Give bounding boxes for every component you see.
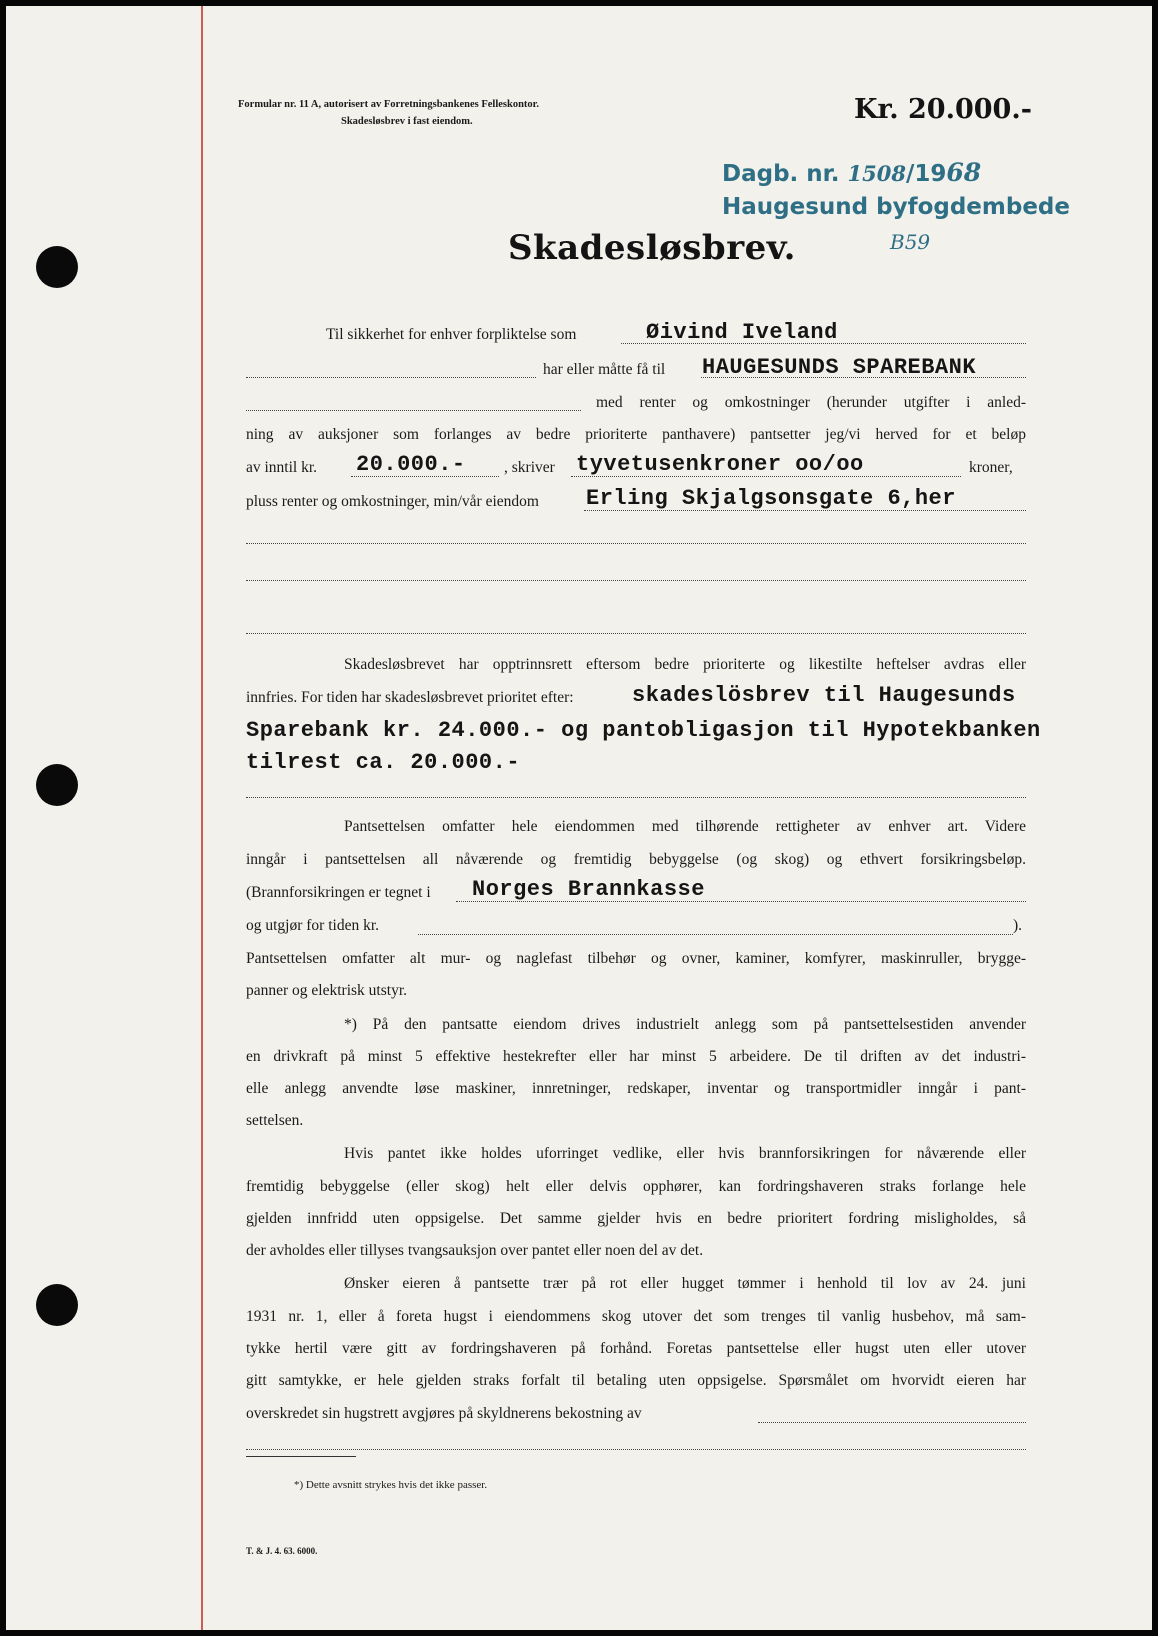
s1-line4-text: ning av auksjoner som forlanges av bedre prioriterte panthavere) pantsetter jeg/vi herved for et beløp <box>246 426 1026 443</box>
s1-line2-dots <box>246 376 536 378</box>
insurer-name: Norges Brannkasse <box>472 877 705 902</box>
dagbok-year: 68 <box>946 158 982 187</box>
footnote-rule <box>246 1456 356 1457</box>
s6-decider-dots <box>758 1421 1026 1423</box>
s6-line5-text: overskredet sin hugstrett avgjøres på skyldnerens bekostning av <box>246 1405 642 1422</box>
punch-hole-bottom <box>36 1284 78 1326</box>
s5-line3-text: gjelden innfridd uten oppsigelse. Det samme gjelder hvis en bedre prioritert fordring misligholdes, så <box>246 1210 1026 1227</box>
s3-line4-end: ). <box>1013 917 1023 934</box>
debtor-name: Øivind Iveland <box>646 320 838 345</box>
s1-line5-prefix: av inntil kr. <box>246 459 318 476</box>
document-page <box>6 6 1152 1630</box>
s3-line6-text: panner og elektrisk utstyr. <box>246 982 407 999</box>
s4-line1-text: *) På den pantsatte eiendom drives industrielt anlegg som på pantsettelsestiden anvender <box>344 1016 1026 1033</box>
s3-line4-text: og utgjør for tiden kr. <box>246 917 380 934</box>
dagbok-number: 1508 <box>847 161 906 186</box>
s6-line2-text: 1931 nr. 1, eller å foreta hugst i eiendommens skog utover det som trenges til vanlig husbehov, må sam- <box>246 1308 1026 1325</box>
court-office-stamp: Haugesund byfogdembede <box>722 194 1070 220</box>
s3-value-dots <box>418 933 1013 935</box>
s1-line3-text: med renter og omkostninger (herunder utgifter i anled- <box>596 394 1026 411</box>
blank-line-5 <box>246 1448 1026 1450</box>
s1-line3-dots <box>246 409 581 411</box>
property-address: Erling Skjalgsonsgate 6,her <box>586 486 956 511</box>
print-code: T. & J. 4. 63. 6000. <box>246 1546 318 1556</box>
s5-line4-text: der avholdes eller tillyses tvangsauksjon over pantet eller noen del av det. <box>246 1242 704 1259</box>
dagbok-stamp-line <box>722 158 981 187</box>
dagbok-label: Dagb. nr. <box>722 161 840 187</box>
prior-lien-1: skadeslösbrev til Haugesunds <box>632 683 1016 708</box>
s5-line2-text: fremtidig bebyggelse (eller skog) helt eller delvis opphører, kan fordringshaveren straks forlange hele <box>246 1178 1026 1195</box>
s1-line6-text: pluss renter og omkostninger, min/vår eiendom <box>246 493 539 510</box>
s3-line2-text: inngår i pantsettelsen all nåværende og fremtidig bebyggelse (og skog) og ethvert forsikringsbeløp. <box>246 851 1026 868</box>
red-margin-line <box>201 6 203 1630</box>
form-id-line2: Skadesløsbrev i fast eiendom. <box>341 116 473 127</box>
prior-lien-3: tilrest ca. 20.000.- <box>246 750 521 775</box>
blank-line-3 <box>246 632 1026 634</box>
s3-line5-text: Pantsettelsen omfatter alt mur- og naglefast tilbehør og ovner, kaminer, komfyrer, maskinruller, brygge- <box>246 950 1026 967</box>
amount-in-words: tyvetusenkroner oo/oo <box>576 452 864 477</box>
typed-amount: 20.000.- <box>356 452 466 477</box>
s5-line1-text: Hvis pantet ikke holdes uforringet vedlike, eller hvis brannforsikringen for nåværende eller <box>344 1145 1026 1162</box>
s1-line5-writes: , skriver <box>504 459 555 476</box>
prior-lien-2: Sparebank kr. 24.000.- og pantobligasjon til Hypotekbanken <box>246 718 1041 743</box>
s6-line4-text: gitt samtykke, er hele gjelden straks forfalt til betaling uten oppsigelse. Spørsmålet om hvorvidt eieren har <box>246 1372 1026 1389</box>
dagbok-separator: /19 <box>905 161 947 187</box>
s3-line1-text: Pantsettelsen omfatter hele eiendommen med tilhørende rettigheter av enhver art. Videre <box>344 818 1026 835</box>
s2-line1-text: Skadesløsbrevet har opptrinnsrett eftersom bedre prioriterte og likestilte heftelser avdras eller <box>344 656 1026 673</box>
blank-line-4 <box>246 796 1026 798</box>
s6-line1-text: Ønsker eieren å pantsette trær på rot eller hugget tømmer i henhold til lov av 24. juni <box>344 1275 1026 1292</box>
s6-line3-text: tykke hertil være gitt av fordringshaveren på forhånd. Foretas pantsettelse eller hugst uten eller utover <box>246 1340 1026 1357</box>
punch-hole-middle <box>36 764 78 806</box>
blank-line-2 <box>246 579 1026 581</box>
punch-hole-top <box>36 246 78 288</box>
blank-line-1 <box>246 542 1026 544</box>
s4-line3-text: elle anlegg anvendte løse maskiner, innretninger, redskaper, inventar og transportmidler inngår i pant- <box>246 1080 1026 1097</box>
form-id-line1: Formular nr. 11 A, autorisert av Forretningsbankenes Felleskontor. <box>238 99 540 110</box>
s1-line2-text: har eller måtte få til <box>543 361 666 378</box>
s2-line2-text: innfries. For tiden har skadesløsbrevet prioritet efter: <box>246 689 574 706</box>
document-title: Skadesløsbrev. <box>508 228 796 268</box>
footnote: *) Dette avsnitt strykes hvis det ikke passer. <box>294 1479 488 1491</box>
creditor-name: HAUGESUNDS SPAREBANK <box>702 355 977 380</box>
s1-line5-kroner: kroner, <box>969 459 1013 476</box>
header-amount: Kr. 20.000.- <box>854 94 1032 125</box>
s4-line2-text: en drivkraft på minst 5 effektive hestekrefter eller har minst 5 arbeidere. De til driften av det industri- <box>246 1048 1026 1065</box>
s3-line3-text: (Brannforsikringen er tegnet i <box>246 884 431 901</box>
s1-line1-text: Til sikkerhet for enhver forpliktelse som <box>326 326 577 343</box>
handwritten-note: B59 <box>890 230 931 254</box>
s4-line4-text: settelsen. <box>246 1112 304 1129</box>
